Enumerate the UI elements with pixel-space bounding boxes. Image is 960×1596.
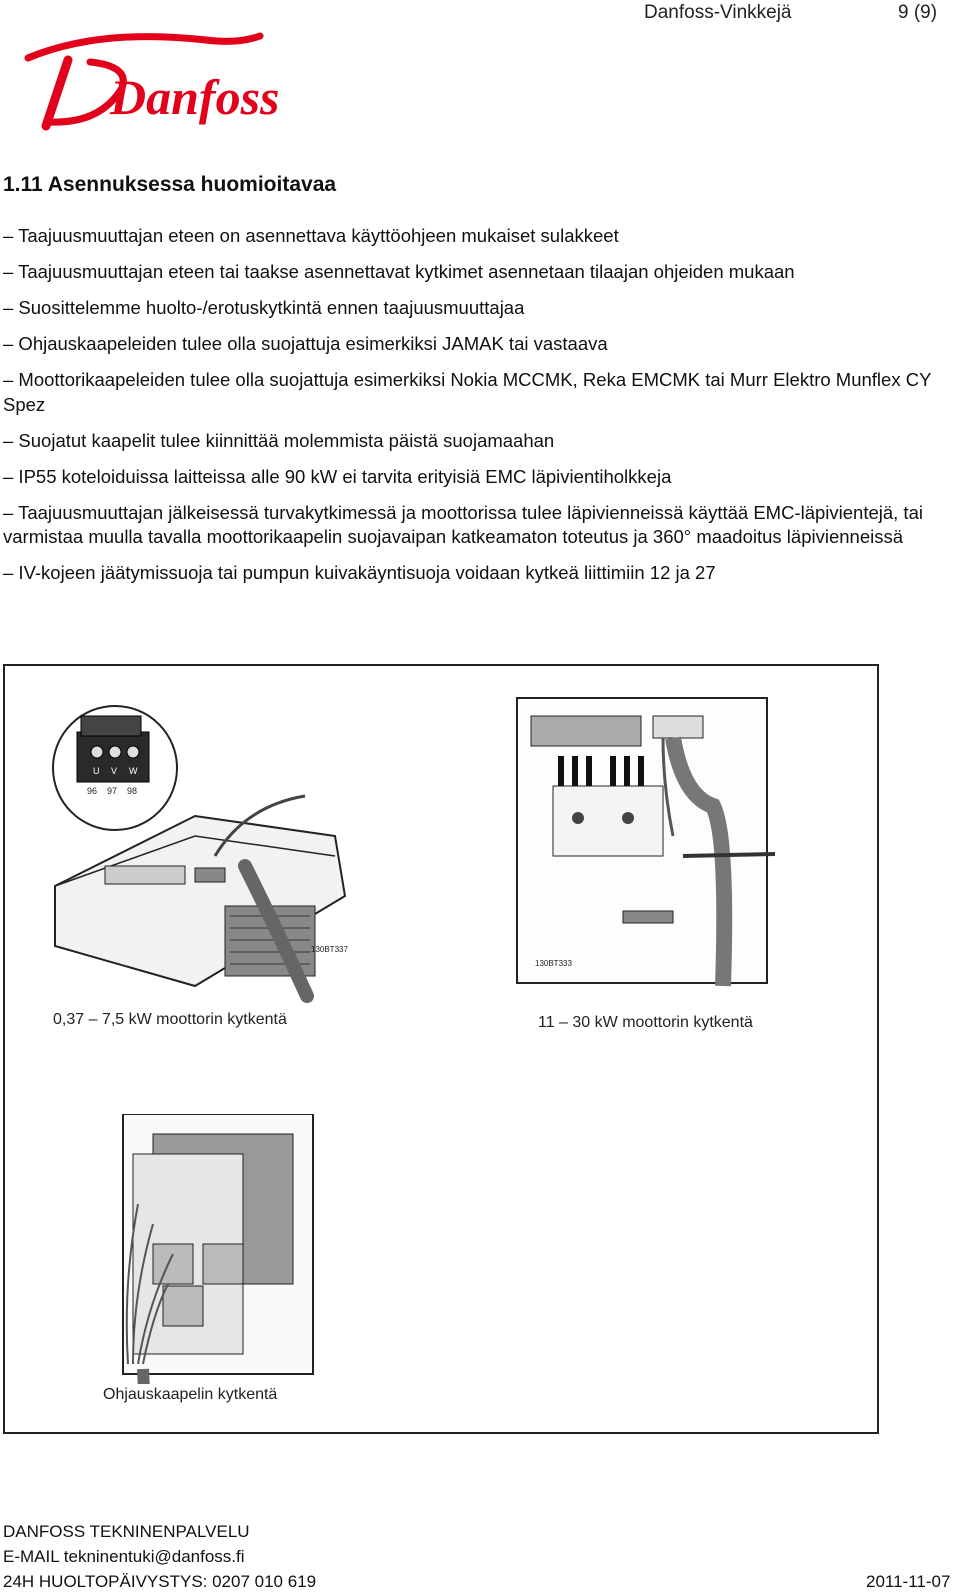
footer-date: 2011-11-07 — [866, 1572, 951, 1591]
figure-code: 130BT333 — [535, 959, 572, 968]
list-item: – IP55 koteloiduissa laitteissa alle 90 kW ei tarvita erityisiä EMC läpivientiholkkeja — [3, 465, 672, 487]
list-item: – IV-kojeen jäätymissuoja tai pumpun kuivakäyntisuoja voidaan kytkeä liittimiin 12 ja 27 — [3, 562, 716, 583]
terminal-label: V — [111, 766, 118, 776]
list-item: – Suojatut kaapelit tulee kiinnittää molemmista päistä suojamaahan — [3, 429, 555, 451]
terminal-label: U — [93, 766, 100, 776]
list-item: – Taajuusmuuttajan eteen tai taakse asennettavat kytkimet asennetaan tilaajan ohjeiden mukaan — [3, 261, 795, 282]
danfoss-logo — [10, 28, 280, 134]
section-title: 1.11 Asennuksessa huomioitavaa — [3, 173, 337, 196]
figure-caption: 0,37 – 7,5 kW moottorin kytkentä — [53, 1011, 287, 1028]
page-number: 9 (9) — [898, 2, 938, 23]
terminal-number: 96 — [87, 786, 98, 796]
list-item: – Ohjauskaapeleiden tulee olla suojattuja esimerkiksi JAMAK tai vastaava — [3, 333, 608, 354]
list-item: – Taajuusmuuttajan jälkeisessä turvakytkimessä ja moottorissa tulee läpivienneissä käyttää EMC-läpivientejä, tai varmistaa muulla tavalla moottorikaapelin suojavaipan katkeamaton toteutus ja 360° maadoitus läpivienneissä — [3, 501, 923, 547]
figure-caption: Ohjauskaapelin kytkentä — [103, 1386, 278, 1403]
list-item: – Suosittelemme huolto-/erotuskytkintä ennen taajuusmuuttajaa — [3, 297, 525, 318]
install-notes-list — [3, 224, 933, 597]
list-item: – Taajuusmuuttajan eteen on asennettava käyttöohjeen mukaiset sulakkeet — [3, 225, 619, 246]
figure-caption: 11 – 30 kW moottorin kytkentä — [538, 1014, 753, 1031]
large-drive-wiring-illustration — [513, 686, 783, 991]
logo-text: Danfoss — [110, 69, 280, 125]
control-cable-illustration — [83, 1114, 323, 1384]
terminal-number: 97 — [107, 786, 118, 796]
footer-service-phone: 24H HUOLTOPÄIVYSTYS: 0207 010 619 — [3, 1572, 317, 1591]
footer-email: E-MAIL tekninentuki@danfoss.fi — [3, 1547, 245, 1566]
terminal-number: 98 — [127, 786, 138, 796]
figure-code: 130BT337 — [311, 945, 348, 954]
footer-company: DANFOSS TEKNINENPALVELU — [3, 1522, 250, 1541]
wiring-figure — [3, 664, 879, 1434]
list-item: – Moottorikaapeleiden tulee olla suojattuja esimerkiksi Nokia MCCMK, Reka EMCMK tai Murr Elektro Munflex CY Spez — [3, 369, 932, 415]
small-drive-wiring-illustration — [45, 686, 375, 1006]
terminal-label: W — [129, 766, 138, 776]
header-title: Danfoss-Vinkkejä — [644, 2, 792, 23]
